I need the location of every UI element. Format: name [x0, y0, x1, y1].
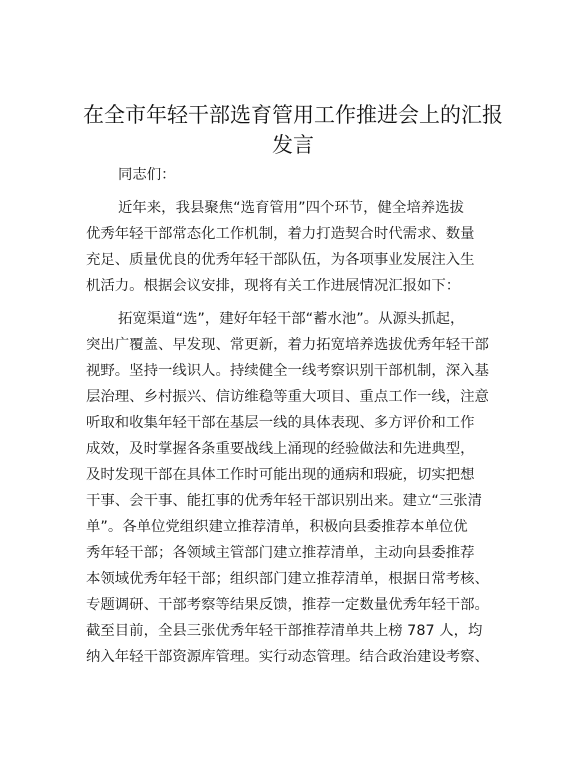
paragraph-1	[86, 195, 502, 299]
paragraph-line: 近年来，我县聚焦“选育管用”四个环节，健全培养选拔	[118, 200, 464, 216]
paragraph-line: 本领域优秀年轻干部；组织部门建立推荐清单，根据日常考核、	[86, 571, 489, 587]
paragraph-line: 机活力。根据会议安排，现将有关工作进展情况汇报如下：	[86, 278, 461, 294]
paragraph-line: 及时发现干部在具体工作时可能出现的通病和瑕疵，切实把想	[86, 467, 475, 483]
paragraph-line: 听取和收集年轻干部在基层一线的具体表现、多方评价和工作	[86, 415, 475, 431]
paragraph-line: 秀年轻干部；各领域主管部门建立推荐清单，主动向县委推荐	[86, 545, 475, 561]
paragraph-line: 专题调研、干部考察等结果反馈，推荐一定数量优秀年轻干部。	[86, 597, 489, 613]
paragraph-line: 纳入年轻干部资源库管理。实行动态管理。结合政治建设考察、	[86, 649, 489, 665]
paragraph-line: 层治理、乡村振兴、信访维稳等重大项目、重点工作一线，注意	[86, 389, 489, 405]
document-body	[86, 162, 502, 670]
salutation: 同志们：	[118, 167, 176, 183]
paragraph-line: 成效，及时掌握各条重要战线上涌现的经验做法和先进典型，	[86, 441, 475, 457]
paragraph-line: 视野。坚持一线识人。持续健全一线考察识别干部机制，深入基	[86, 363, 489, 379]
title-line-2: 发言	[272, 133, 314, 157]
paragraph-line: 干事、会干事、能扛事的优秀年轻干部识别出来。建立“三张清	[86, 493, 483, 509]
document-title	[60, 100, 526, 160]
paragraph-line: 充足、质量优良的优秀年轻干部队伍，为各项事业发展注入生	[86, 252, 475, 268]
paragraph-line: 突出广覆盖、早发现、常更新，着力拓宽培养选拔优秀年轻干部	[86, 337, 489, 353]
paragraph-line: 单”。各单位党组织建立推荐清单，积极向县委推荐本单位优	[86, 519, 468, 535]
paragraph-2	[86, 306, 502, 670]
paragraph-line: 拓宽渠道“选”，建好年轻干部“蓄水池”。从源头抓起，	[118, 311, 465, 327]
title-line-1: 在全市年轻干部选育管用工作推进会上的汇报	[83, 103, 503, 127]
paragraph-line: 优秀年轻干部常态化工作机制，着力打造契合时代需求、数量	[86, 226, 475, 242]
paragraph-line: 截至目前，全县三张优秀年轻干部推荐清单共上榜 787 人，均	[86, 623, 483, 639]
